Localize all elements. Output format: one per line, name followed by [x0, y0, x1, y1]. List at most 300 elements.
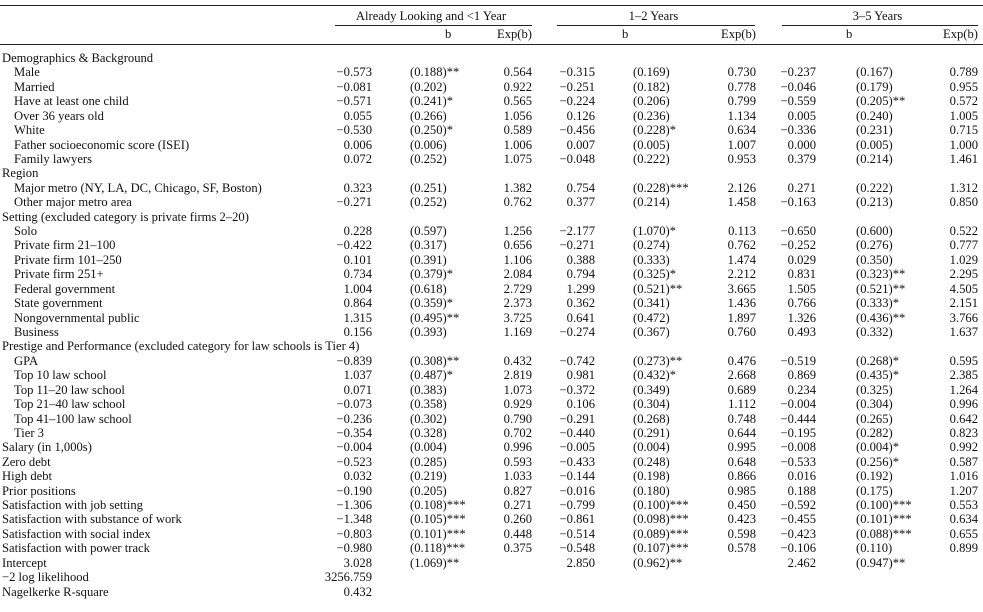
- exp-b: 0.715: [949, 123, 978, 137]
- std-error: (0.206): [633, 94, 670, 108]
- exp-b: 0.375: [503, 541, 532, 555]
- coef-b: −0.144: [559, 469, 595, 483]
- coef-b: −0.016: [559, 484, 595, 498]
- std-error: (0.472): [633, 311, 670, 325]
- std-error: (0.089)***: [633, 527, 689, 541]
- group-header-rule: [557, 25, 755, 26]
- coef-b: 0.071: [343, 383, 372, 397]
- exp-b: 0.589: [503, 123, 532, 137]
- coef-b: −0.372: [559, 383, 595, 397]
- exp-b: 2.212: [727, 267, 756, 281]
- coef-b: −0.046: [780, 80, 816, 94]
- exp-b: 0.985: [727, 484, 756, 498]
- coef-b: 0.432: [343, 585, 372, 599]
- std-error: (0.107)***: [633, 541, 689, 555]
- std-error: (0.098)***: [633, 512, 689, 526]
- exp-b: 0.992: [949, 440, 978, 454]
- std-error: (0.521)**: [856, 282, 906, 296]
- coef-b: 0.794: [566, 267, 595, 281]
- exp-b: 1.134: [727, 109, 756, 123]
- std-error: (0.358): [410, 397, 447, 411]
- coef-b: 0.379: [787, 152, 816, 166]
- coef-b: 0.869: [787, 368, 816, 382]
- std-error: (0.436)**: [856, 311, 906, 325]
- std-error: (0.179): [856, 80, 893, 94]
- std-error: (0.222): [633, 152, 670, 166]
- coef-b: −0.274: [559, 325, 595, 339]
- row-label: Solo: [14, 224, 38, 238]
- exp-b: 0.642: [949, 412, 978, 426]
- std-error: (0.495)**: [410, 311, 460, 325]
- exp-b: 0.595: [949, 354, 978, 368]
- exp-b: 0.789: [949, 65, 978, 79]
- coef-b: 0.101: [343, 253, 372, 267]
- std-error: (0.167): [856, 65, 893, 79]
- coef-b: 0.754: [566, 181, 595, 195]
- std-error: (0.325): [856, 383, 893, 397]
- group-header-rule: [782, 25, 978, 26]
- coef-b: −0.440: [559, 426, 595, 440]
- exp-b: 0.850: [949, 195, 978, 209]
- coef-b: 0.156: [343, 325, 372, 339]
- exp-b: 0.634: [727, 123, 756, 137]
- exp-b: 3.665: [727, 282, 756, 296]
- row-label: Zero debt: [2, 455, 51, 469]
- std-error: (0.383): [410, 383, 447, 397]
- exp-b: 4.505: [949, 282, 978, 296]
- exp-b: 0.564: [503, 65, 532, 79]
- exp-b: 1.112: [728, 397, 756, 411]
- exp-b: 0.799: [727, 94, 756, 108]
- std-error: (0.214): [856, 152, 893, 166]
- section-label: Demographics & Background: [2, 51, 154, 65]
- std-error: (0.004): [633, 440, 670, 454]
- row-label: Federal government: [14, 282, 116, 296]
- exp-b: 0.953: [727, 152, 756, 166]
- exp-b: 0.423: [727, 512, 756, 526]
- coef-b: 0.005: [787, 109, 816, 123]
- exp-b: 0.899: [949, 541, 978, 555]
- exp-b: 2.729: [503, 282, 532, 296]
- row-label: Private firm 21–100: [14, 238, 116, 252]
- exp-b: 0.644: [727, 426, 756, 440]
- coef-b: 0.126: [566, 109, 595, 123]
- exp-b: 1.016: [949, 469, 978, 483]
- std-error: (0.285): [410, 455, 447, 469]
- row-label: Satisfaction with substance of work: [2, 512, 182, 526]
- row-label: High debt: [2, 469, 53, 483]
- exp-b: 0.587: [949, 455, 978, 469]
- coef-b: 0.377: [566, 195, 595, 209]
- row-label: Top 41–100 law school: [14, 412, 132, 426]
- subheader-expb: Exp(b): [497, 27, 532, 41]
- exp-b: 1.006: [503, 138, 532, 152]
- exp-b: 0.655: [949, 527, 978, 541]
- exp-b: 1.033: [503, 469, 532, 483]
- row-label: Prior positions: [2, 484, 76, 498]
- std-error: (0.100)***: [856, 498, 912, 512]
- top-rule: [0, 5, 983, 6]
- std-error: (0.379)*: [410, 267, 454, 281]
- row-label: Satisfaction with social index: [2, 527, 151, 541]
- std-error: (0.240): [856, 109, 893, 123]
- coef-b: 0.007: [566, 138, 595, 152]
- std-error: (0.004)*: [856, 440, 900, 454]
- row-label: Top 11–20 law school: [14, 383, 125, 397]
- coef-b: −0.455: [780, 512, 816, 526]
- row-label: Private firm 101–250: [14, 253, 122, 267]
- exp-b: 0.702: [503, 426, 532, 440]
- coef-b: 0.388: [566, 253, 595, 267]
- std-error: (0.213): [856, 195, 893, 209]
- exp-b: 0.260: [503, 512, 532, 526]
- exp-b: 0.593: [503, 455, 532, 469]
- exp-b: 1.005: [949, 109, 978, 123]
- row-label: Nagelkerke R-square: [2, 585, 109, 599]
- coef-b: −0.548: [559, 541, 595, 555]
- coef-b: 1.326: [787, 311, 816, 325]
- coef-b: 1.505: [787, 282, 816, 296]
- coef-b: −0.190: [336, 484, 372, 498]
- exp-b: 2.126: [727, 181, 756, 195]
- std-error: (0.962)**: [633, 556, 683, 570]
- coef-b: −0.271: [559, 238, 595, 252]
- coef-b: 0.106: [566, 397, 595, 411]
- exp-b: 1.007: [727, 138, 756, 152]
- std-error: (0.241)*: [410, 94, 454, 108]
- coef-b: −0.530: [336, 123, 372, 137]
- exp-b: 0.996: [503, 440, 532, 454]
- exp-b: 1.436: [727, 296, 756, 310]
- section-label: Prestige and Performance (excluded category for law schools is Tier 4): [2, 339, 360, 353]
- coef-b: −0.236: [336, 412, 372, 426]
- std-error: (0.256)*: [856, 455, 900, 469]
- std-error: (0.435)*: [856, 368, 900, 382]
- coef-b: −0.433: [559, 455, 595, 469]
- exp-b: 0.748: [727, 412, 756, 426]
- std-error: (0.268): [633, 412, 670, 426]
- coef-b: 0.323: [343, 181, 372, 195]
- std-error: (0.266): [410, 109, 447, 123]
- std-error: (0.276): [856, 238, 893, 252]
- std-error: (0.214): [633, 195, 670, 209]
- row-label: Top 10 law school: [14, 368, 107, 382]
- coef-b: 0.072: [343, 152, 372, 166]
- coef-b: −0.004: [336, 440, 372, 454]
- exp-b: 1.029: [949, 253, 978, 267]
- coef-b: −1.348: [336, 512, 372, 526]
- subheader-expb: Exp(b): [721, 27, 756, 41]
- exp-b: 2.084: [503, 267, 532, 281]
- coef-b: −0.559: [780, 94, 816, 108]
- coef-b: 1.004: [343, 282, 372, 296]
- section-label: Region: [2, 166, 39, 180]
- coef-b: 0.029: [787, 253, 816, 267]
- exp-b: 0.995: [727, 440, 756, 454]
- std-error: (0.005): [633, 138, 670, 152]
- std-error: (0.118)***: [410, 541, 466, 555]
- std-error: (0.265): [856, 412, 893, 426]
- std-error: (0.302): [410, 412, 447, 426]
- coef-b: 3.028: [343, 556, 372, 570]
- exp-b: 1.256: [503, 224, 532, 238]
- exp-b: 1.458: [727, 195, 756, 209]
- std-error: (0.228)***: [633, 181, 689, 195]
- header-bottom-rule: [0, 44, 983, 45]
- std-error: (0.175): [856, 484, 893, 498]
- std-error: (0.618): [410, 282, 447, 296]
- std-error: (0.205): [410, 484, 447, 498]
- coef-b: 1.037: [343, 368, 372, 382]
- row-label: Have at least one child: [14, 94, 129, 108]
- exp-b: 1.075: [503, 152, 532, 166]
- std-error: (0.101)***: [410, 527, 466, 541]
- exp-b: 0.271: [503, 498, 532, 512]
- exp-b: 1.382: [503, 181, 532, 195]
- coef-b: −1.306: [336, 498, 372, 512]
- exp-b: 0.450: [727, 498, 756, 512]
- coef-b: −0.444: [780, 412, 816, 426]
- coef-b: −0.592: [780, 498, 816, 512]
- exp-b: 2.819: [503, 368, 532, 382]
- coef-b: −0.514: [559, 527, 595, 541]
- coef-b: −0.004: [780, 397, 816, 411]
- exp-b: 1.264: [949, 383, 978, 397]
- std-error: (0.105)***: [410, 512, 466, 526]
- exp-b: 2.151: [949, 296, 978, 310]
- std-error: (0.006): [410, 138, 447, 152]
- group-header: Already Looking and <1 Year: [355, 9, 507, 23]
- exp-b: 0.572: [949, 94, 978, 108]
- row-label: Tier 3: [14, 426, 44, 440]
- subheader-b: b: [846, 27, 853, 41]
- coef-b: −0.456: [559, 123, 595, 137]
- exp-b: 1.000: [949, 138, 978, 152]
- coef-b: −0.005: [559, 440, 595, 454]
- row-label: Business: [14, 325, 59, 339]
- coef-b: 0.000: [787, 138, 816, 152]
- row-label: Satisfaction with power track: [2, 541, 150, 555]
- std-error: (1.070)*: [633, 224, 677, 238]
- exp-b: 0.553: [949, 498, 978, 512]
- exp-b: 0.778: [727, 80, 756, 94]
- coef-b: 0.055: [343, 109, 372, 123]
- coef-b: −2.177: [559, 224, 595, 238]
- exp-b: 0.762: [503, 195, 532, 209]
- coef-b: 0.006: [343, 138, 372, 152]
- coef-b: 2.462: [787, 556, 816, 570]
- row-label: White: [14, 123, 45, 137]
- std-error: (0.273)**: [633, 354, 683, 368]
- std-error: (0.198): [633, 469, 670, 483]
- std-error: (1.069)**: [410, 556, 460, 570]
- exp-b: 0.565: [503, 94, 532, 108]
- exp-b: 0.578: [727, 541, 756, 555]
- std-error: (0.304): [856, 397, 893, 411]
- std-error: (0.248): [633, 455, 670, 469]
- coef-b: −0.237: [780, 65, 816, 79]
- row-label: Intercept: [2, 556, 47, 570]
- std-error: (0.521)**: [633, 282, 683, 296]
- exp-b: 0.929: [503, 397, 532, 411]
- exp-b: 0.448: [503, 527, 532, 541]
- std-error: (0.108)***: [410, 498, 466, 512]
- std-error: (0.304): [633, 397, 670, 411]
- exp-b: 0.656: [503, 238, 532, 252]
- std-error: (0.236): [633, 109, 670, 123]
- exp-b: 0.634: [949, 512, 978, 526]
- coef-b: −0.315: [559, 65, 595, 79]
- std-error: (0.252): [410, 152, 447, 166]
- row-label: −2 log likelihood: [2, 570, 89, 584]
- std-error: (0.169): [633, 65, 670, 79]
- std-error: (0.251): [410, 181, 447, 195]
- std-error: (0.192): [856, 469, 893, 483]
- exp-b: 0.689: [727, 383, 756, 397]
- std-error: (0.332): [856, 325, 893, 339]
- coef-b: 0.234: [787, 383, 816, 397]
- std-error: (0.182): [633, 80, 670, 94]
- row-label: GPA: [14, 354, 39, 368]
- exp-b: 1.312: [949, 181, 978, 195]
- row-label: Other major metro area: [14, 195, 132, 209]
- std-error: (0.487)*: [410, 368, 454, 382]
- coef-b: −0.422: [336, 238, 372, 252]
- row-label: Married: [14, 80, 55, 94]
- coef-b: −0.354: [336, 426, 372, 440]
- std-error: (0.274): [633, 238, 670, 252]
- row-label: Father socioeconomic score (ISEI): [14, 138, 190, 152]
- exp-b: 0.760: [727, 325, 756, 339]
- exp-b: 1.897: [727, 311, 756, 325]
- coef-b: −0.571: [336, 94, 372, 108]
- row-label: Satisfaction with job setting: [2, 498, 143, 512]
- coef-b: −0.271: [336, 195, 372, 209]
- coef-b: −0.163: [780, 195, 816, 209]
- std-error: (0.600): [856, 224, 893, 238]
- std-error: (0.333)*: [856, 296, 900, 310]
- coef-b: 0.228: [343, 224, 372, 238]
- exp-b: 1.207: [949, 484, 978, 498]
- std-error: (0.268)*: [856, 354, 900, 368]
- coef-b: −0.336: [780, 123, 816, 137]
- exp-b: 2.668: [727, 368, 756, 382]
- subheader-b: b: [445, 27, 452, 41]
- exp-b: 1.474: [727, 253, 756, 267]
- std-error: (0.004): [410, 440, 447, 454]
- coef-b: −0.839: [336, 354, 372, 368]
- coef-b: −0.861: [559, 512, 595, 526]
- std-error: (0.341): [633, 296, 670, 310]
- exp-b: 0.113: [728, 224, 756, 238]
- coef-b: 0.734: [343, 267, 372, 281]
- exp-b: 2.385: [949, 368, 978, 382]
- group-header: 3–5 Years: [852, 9, 903, 23]
- coef-b: 0.831: [787, 267, 816, 281]
- std-error: (0.219): [410, 469, 447, 483]
- std-error: (0.180): [633, 484, 670, 498]
- coef-b: −0.048: [559, 152, 595, 166]
- std-error: (0.432)*: [633, 368, 677, 382]
- coef-b: −0.742: [559, 354, 595, 368]
- coef-b: 0.766: [787, 296, 816, 310]
- coef-b: 3256.759: [324, 570, 372, 584]
- exp-b: 0.522: [949, 224, 978, 238]
- std-error: (0.317): [410, 238, 447, 252]
- subheader-b: b: [622, 27, 629, 41]
- row-label: Male: [14, 65, 40, 79]
- exp-b: 0.827: [503, 484, 532, 498]
- exp-b: 3.766: [949, 311, 978, 325]
- std-error: (0.349): [633, 383, 670, 397]
- exp-b: 0.762: [727, 238, 756, 252]
- coef-b: −0.252: [780, 238, 816, 252]
- coef-b: −0.803: [336, 527, 372, 541]
- std-error: (0.005): [856, 138, 893, 152]
- row-label: Top 21–40 law school: [14, 397, 126, 411]
- row-label: Family lawyers: [14, 152, 92, 166]
- coef-b: 0.032: [343, 469, 372, 483]
- std-error: (0.205)**: [856, 94, 906, 108]
- coef-b: 0.188: [787, 484, 816, 498]
- coef-b: −0.980: [336, 541, 372, 555]
- std-error: (0.325)*: [633, 267, 677, 281]
- coef-b: −0.573: [336, 65, 372, 79]
- exp-b: 0.866: [727, 469, 756, 483]
- exp-b: 1.106: [503, 253, 532, 267]
- coef-b: −0.523: [336, 455, 372, 469]
- exp-b: 0.790: [503, 412, 532, 426]
- group-header: 1–2 Years: [628, 9, 679, 23]
- exp-b: 2.295: [949, 267, 978, 281]
- std-error: (0.110): [856, 541, 893, 555]
- row-label: Major metro (NY, LA, DC, Chicago, SF, Boston): [14, 181, 262, 195]
- std-error: (0.597): [410, 224, 447, 238]
- coef-b: 1.299: [566, 282, 595, 296]
- row-label: State government: [14, 296, 103, 310]
- row-label: Salary (in 1,000s): [2, 440, 92, 454]
- coef-b: −0.106: [780, 541, 816, 555]
- exp-b: 0.777: [949, 238, 978, 252]
- coef-b: 0.362: [566, 296, 595, 310]
- coef-b: −0.799: [559, 498, 595, 512]
- exp-b: 2.373: [503, 296, 532, 310]
- row-label: Nongovernmental public: [14, 311, 140, 325]
- std-error: (0.188)**: [410, 65, 460, 79]
- std-error: (0.101)***: [856, 512, 912, 526]
- std-error: (0.391): [410, 253, 447, 267]
- std-error: (0.328): [410, 426, 447, 440]
- std-error: (0.252): [410, 195, 447, 209]
- coef-b: −0.195: [780, 426, 816, 440]
- subheader-expb: Exp(b): [943, 27, 978, 41]
- coef-b: 0.641: [566, 311, 595, 325]
- exp-b: 0.996: [949, 397, 978, 411]
- std-error: (0.367): [633, 325, 670, 339]
- coef-b: 1.315: [343, 311, 372, 325]
- exp-b: 0.598: [727, 527, 756, 541]
- coef-b: 2.850: [566, 556, 595, 570]
- std-error: (0.350): [856, 253, 893, 267]
- coef-b: −0.291: [559, 412, 595, 426]
- coef-b: −0.251: [559, 80, 595, 94]
- group-header-rule: [335, 25, 532, 26]
- std-error: (0.308)**: [410, 354, 460, 368]
- std-error: (0.088)***: [856, 527, 912, 541]
- coef-b: 0.271: [787, 181, 816, 195]
- exp-b: 1.169: [503, 325, 532, 339]
- section-label: Setting (excluded category is private firms 2–20): [2, 210, 249, 224]
